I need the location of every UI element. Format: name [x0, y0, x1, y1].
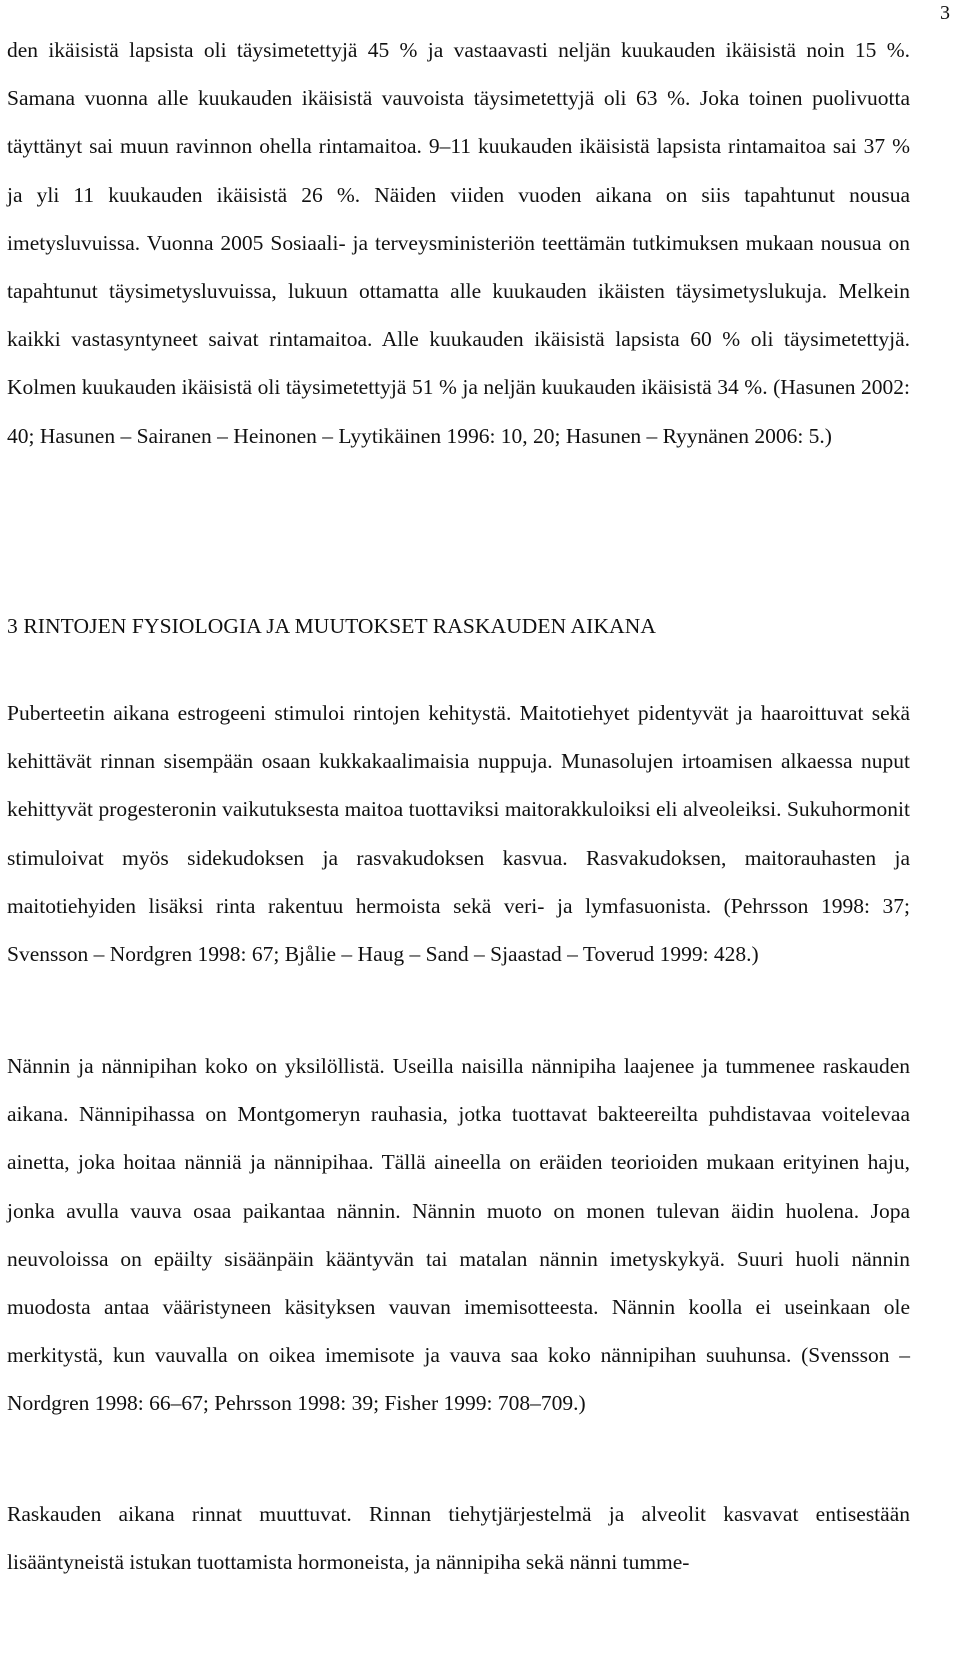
- paragraph-breastfeeding-statistics: den ikäisistä lapsista oli täysimetettyjä 45 % ja vastaavasti neljän kuukauden ikäisistä noin 15 %. Samana vuonna alle kuukauden ikäisistä vauvoista täysimetettyjä oli 63 %. Joka toinen puolivuotta täyttänyt sai muun ravinnon ohella rintamaitoa. 9–11 kuukauden ikäisistä lapsista rintamaitoa sai 37 % ja yli 11 kuukauden ikäisistä 26 %. Näiden viiden vuoden aikana on siis tapahtunut nousua imetysluvuissa. Vuonna 2005 Sosiaali- ja terveysministeriön teettämän tutkimuksen mukaan nousua on tapahtunut täysimetysluvuissa, lukuun ottamatta alle kuukauden ikäisten täysimetyslukuja. Melkein kaikki vastasyntyneet saivat rintamaitoa. Alle kuukauden ikäisistä lapsista 60 % oli täysimetettyjä. Kolmen kuukauden ikäisistä oli täysimetettyjä 51 % ja neljän kuukauden ikäisistä 34 %. (Hasunen 2002: 40; Hasunen – Sairanen – Heinonen – Lyytikäinen 1996: 10, 20; Hasunen – Ryynänen 2006: 5.): [7, 38, 910, 448]
- section-heading: 3 RINTOJEN FYSIOLOGIA JA MUUTOKSET RASKAUDEN AIKANA: [7, 614, 656, 638]
- paragraph-nipple-areola: Nännin ja nännipihan koko on yksilöllistä. Useilla naisilla nännipiha laajenee ja tummenee raskauden aikana. Nännipihassa on Montgomeryn rauhasia, jotka tuottavat bakteereilta puhdistavaa voitelevaa ainetta, joka hoitaa nänniä ja nännipihaa. Tällä aineella on eräiden teorioiden mukaan erityinen haju, jonka avulla vauva osaa paikantaa nännin. Nännin muoto on monen tulevan äidin huolena. Jopa neuvoloissa on epäilty sisäänpäin kääntyvän tai matalan nännin imetyskykyä. Suuri huoli nännin muodosta antaa vääristyneen käsityksen vauvan imemisotteesta. Nännin koolla ei useinkaan ole merkitystä, kun vauvalla on oikea imemisote ja vauva saa koko nännipihan suuhunsa. (Svensson – Nordgren 1998: 66–67; Pehrsson 1998: 39; Fisher 1999: 708–709.): [7, 1054, 910, 1416]
- page-number: 3: [940, 2, 950, 24]
- paragraph-pregnancy-changes: Raskauden aikana rinnat muuttuvat. Rinnan tiehytjärjestelmä ja alveolit kasvavat entisestään lisääntyneistä istukan tuottamista hormoneista, ja nännipiha sekä nänni tumme-: [7, 1502, 910, 1575]
- paragraph-breast-development: Puberteetin aikana estrogeeni stimuloi rintojen kehitystä. Maitotiehyet pidentyvät ja haaroittuvat sekä kehittävät rinnan sisempään osaan kukkakaalimaisia nuppuja. Munasolujen irtoamisen alkaessa nuput kehittyvät progesteronin vaikutuksesta maitoa tuottaviksi maitorakkuloiksi eli alveoleiksi. Sukuhormonit stimuloivat myös sidekudoksen ja rasvakudoksen kasvua. Rasvakudoksen, maitorauhasten ja maitotiehyiden lisäksi rinta rakentuu hermoista sekä veri- ja lymfasuonista. (Pehrsson 1998: 37; Svensson – Nordgren 1998: 67; Bjålie – Haug – Sand – Sjaastad – Toverud 1999: 428.): [7, 701, 910, 967]
